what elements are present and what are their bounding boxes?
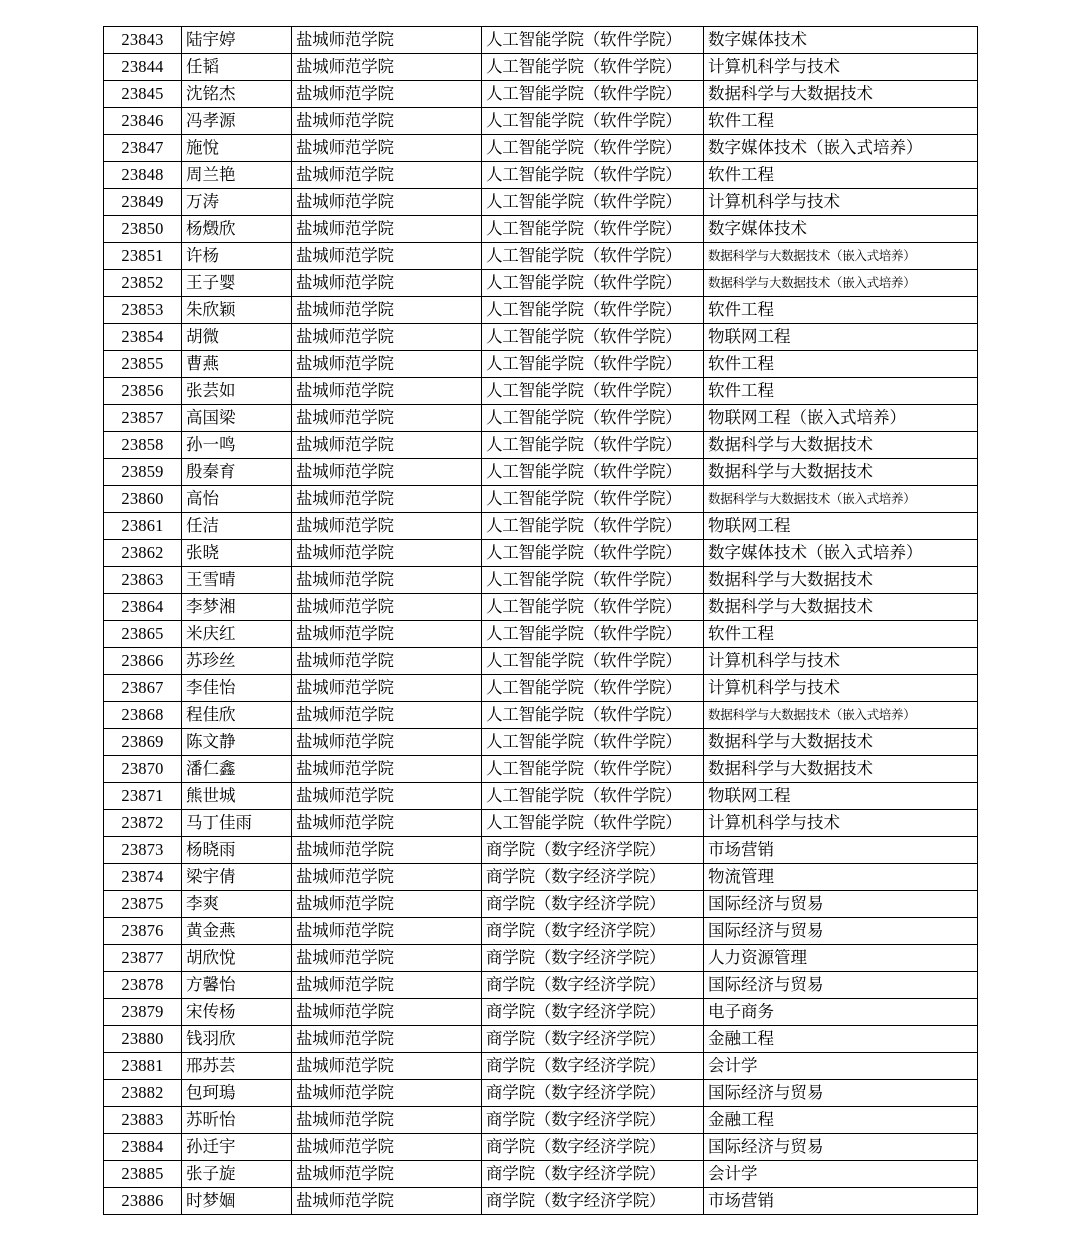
cell-college: 人工智能学院（软件学院） xyxy=(482,135,704,162)
cell-school: 盐城师范学院 xyxy=(292,837,482,864)
cell-serial-number: 23846 xyxy=(104,108,182,135)
cell-school: 盐城师范学院 xyxy=(292,999,482,1026)
table-row xyxy=(104,999,978,1026)
cell-college: 商学院（数字经济学院） xyxy=(482,864,704,891)
cell-major: 数字媒体技术（嵌入式培养） xyxy=(704,135,978,162)
cell-major: 计算机科学与技术 xyxy=(704,675,978,702)
cell-major: 物联网工程 xyxy=(704,783,978,810)
cell-college: 人工智能学院（软件学院） xyxy=(482,405,704,432)
cell-school: 盐城师范学院 xyxy=(292,1188,482,1215)
table-row xyxy=(104,756,978,783)
cell-serial-number: 23862 xyxy=(104,540,182,567)
cell-college: 人工智能学院（软件学院） xyxy=(482,459,704,486)
cell-student-name: 胡微 xyxy=(182,324,292,351)
cell-serial-number: 23856 xyxy=(104,378,182,405)
cell-major: 人力资源管理 xyxy=(704,945,978,972)
cell-serial-number: 23855 xyxy=(104,351,182,378)
cell-student-name: 宋传杨 xyxy=(182,999,292,1026)
table-row xyxy=(104,540,978,567)
cell-student-name: 孙一鸣 xyxy=(182,432,292,459)
cell-major: 计算机科学与技术 xyxy=(704,54,978,81)
cell-student-name: 张晓 xyxy=(182,540,292,567)
cell-school: 盐城师范学院 xyxy=(292,297,482,324)
cell-major: 金融工程 xyxy=(704,1026,978,1053)
cell-serial-number: 23843 xyxy=(104,27,182,54)
cell-school: 盐城师范学院 xyxy=(292,54,482,81)
cell-major: 数据科学与大数据技术 xyxy=(704,594,978,621)
cell-college: 人工智能学院（软件学院） xyxy=(482,675,704,702)
cell-major: 数据科学与大数据技术 xyxy=(704,567,978,594)
cell-serial-number: 23867 xyxy=(104,675,182,702)
cell-college: 人工智能学院（软件学院） xyxy=(482,648,704,675)
cell-serial-number: 23882 xyxy=(104,1080,182,1107)
cell-school: 盐城师范学院 xyxy=(292,1026,482,1053)
cell-college: 人工智能学院（软件学院） xyxy=(482,189,704,216)
table-row xyxy=(104,945,978,972)
table-row xyxy=(104,972,978,999)
table-body xyxy=(104,27,978,1215)
cell-student-name: 李梦湘 xyxy=(182,594,292,621)
cell-school: 盐城师范学院 xyxy=(292,648,482,675)
table-row xyxy=(104,27,978,54)
cell-college: 商学院（数字经济学院） xyxy=(482,918,704,945)
table-row xyxy=(104,108,978,135)
cell-school: 盐城师范学院 xyxy=(292,189,482,216)
cell-school: 盐城师范学院 xyxy=(292,891,482,918)
cell-serial-number: 23852 xyxy=(104,270,182,297)
cell-school: 盐城师范学院 xyxy=(292,216,482,243)
cell-college: 商学院（数字经济学院） xyxy=(482,1134,704,1161)
cell-school: 盐城师范学院 xyxy=(292,1134,482,1161)
cell-major: 数据科学与大数据技术（嵌入式培养） xyxy=(704,486,978,513)
table-row xyxy=(104,1026,978,1053)
cell-school: 盐城师范学院 xyxy=(292,135,482,162)
cell-major: 国际经济与贸易 xyxy=(704,891,978,918)
cell-major: 软件工程 xyxy=(704,297,978,324)
cell-serial-number: 23865 xyxy=(104,621,182,648)
cell-student-name: 时梦婟 xyxy=(182,1188,292,1215)
cell-college: 商学院（数字经济学院） xyxy=(482,891,704,918)
cell-major: 软件工程 xyxy=(704,351,978,378)
cell-student-name: 程佳欣 xyxy=(182,702,292,729)
cell-school: 盐城师范学院 xyxy=(292,432,482,459)
table-row xyxy=(104,459,978,486)
cell-serial-number: 23868 xyxy=(104,702,182,729)
cell-major: 国际经济与贸易 xyxy=(704,972,978,999)
cell-student-name: 包珂瑦 xyxy=(182,1080,292,1107)
cell-school: 盐城师范学院 xyxy=(292,405,482,432)
cell-serial-number: 23886 xyxy=(104,1188,182,1215)
cell-major: 金融工程 xyxy=(704,1107,978,1134)
cell-school: 盐城师范学院 xyxy=(292,1161,482,1188)
cell-major: 数据科学与大数据技术 xyxy=(704,756,978,783)
cell-student-name: 施悅 xyxy=(182,135,292,162)
cell-school: 盐城师范学院 xyxy=(292,459,482,486)
cell-school: 盐城师范学院 xyxy=(292,1107,482,1134)
cell-student-name: 沈铭杰 xyxy=(182,81,292,108)
cell-school: 盐城师范学院 xyxy=(292,243,482,270)
table-row xyxy=(104,135,978,162)
table-row xyxy=(104,378,978,405)
cell-major: 物流管理 xyxy=(704,864,978,891)
cell-school: 盐城师范学院 xyxy=(292,918,482,945)
table-row xyxy=(104,648,978,675)
cell-serial-number: 23845 xyxy=(104,81,182,108)
table-row xyxy=(104,432,978,459)
cell-major: 物联网工程 xyxy=(704,324,978,351)
table-row xyxy=(104,405,978,432)
table-row xyxy=(104,1080,978,1107)
cell-student-name: 张芸如 xyxy=(182,378,292,405)
cell-college: 人工智能学院（软件学院） xyxy=(482,567,704,594)
cell-major: 数字媒体技术 xyxy=(704,216,978,243)
cell-serial-number: 23880 xyxy=(104,1026,182,1053)
cell-major: 数字媒体技术 xyxy=(704,27,978,54)
cell-major: 会计学 xyxy=(704,1161,978,1188)
cell-serial-number: 23870 xyxy=(104,756,182,783)
cell-student-name: 钱羽欣 xyxy=(182,1026,292,1053)
cell-college: 人工智能学院（软件学院） xyxy=(482,216,704,243)
cell-college: 人工智能学院（软件学院） xyxy=(482,324,704,351)
cell-college: 人工智能学院（软件学院） xyxy=(482,783,704,810)
cell-college: 人工智能学院（软件学院） xyxy=(482,297,704,324)
cell-serial-number: 23844 xyxy=(104,54,182,81)
cell-college: 人工智能学院（软件学院） xyxy=(482,594,704,621)
cell-college: 人工智能学院（软件学院） xyxy=(482,54,704,81)
cell-student-name: 任洁 xyxy=(182,513,292,540)
cell-major: 软件工程 xyxy=(704,378,978,405)
cell-major: 市场营销 xyxy=(704,837,978,864)
cell-college: 商学院（数字经济学院） xyxy=(482,999,704,1026)
cell-serial-number: 23860 xyxy=(104,486,182,513)
cell-student-name: 孙迁宇 xyxy=(182,1134,292,1161)
cell-school: 盐城师范学院 xyxy=(292,162,482,189)
cell-major: 会计学 xyxy=(704,1053,978,1080)
cell-college: 商学院（数字经济学院） xyxy=(482,1107,704,1134)
cell-serial-number: 23873 xyxy=(104,837,182,864)
cell-school: 盐城师范学院 xyxy=(292,675,482,702)
cell-serial-number: 23884 xyxy=(104,1134,182,1161)
table-row xyxy=(104,486,978,513)
cell-college: 人工智能学院（软件学院） xyxy=(482,621,704,648)
cell-school: 盐城师范学院 xyxy=(292,864,482,891)
cell-student-name: 曹燕 xyxy=(182,351,292,378)
cell-student-name: 陈文静 xyxy=(182,729,292,756)
cell-school: 盐城师范学院 xyxy=(292,1080,482,1107)
cell-college: 人工智能学院（软件学院） xyxy=(482,378,704,405)
cell-college: 人工智能学院（软件学院） xyxy=(482,162,704,189)
cell-college: 人工智能学院（软件学院） xyxy=(482,486,704,513)
table-row xyxy=(104,567,978,594)
cell-college: 人工智能学院（软件学院） xyxy=(482,432,704,459)
cell-college: 人工智能学院（软件学院） xyxy=(482,702,704,729)
cell-serial-number: 23857 xyxy=(104,405,182,432)
cell-school: 盐城师范学院 xyxy=(292,378,482,405)
cell-student-name: 任韬 xyxy=(182,54,292,81)
student-roster-table xyxy=(103,26,978,1215)
cell-student-name: 张子旋 xyxy=(182,1161,292,1188)
cell-serial-number: 23859 xyxy=(104,459,182,486)
table-row xyxy=(104,81,978,108)
cell-college: 商学院（数字经济学院） xyxy=(482,1080,704,1107)
cell-college: 商学院（数字经济学院） xyxy=(482,972,704,999)
cell-college: 商学院（数字经济学院） xyxy=(482,1026,704,1053)
cell-major: 物联网工程（嵌入式培养） xyxy=(704,405,978,432)
cell-serial-number: 23866 xyxy=(104,648,182,675)
cell-student-name: 冯孝源 xyxy=(182,108,292,135)
table-row xyxy=(104,918,978,945)
cell-school: 盐城师范学院 xyxy=(292,1053,482,1080)
cell-student-name: 米庆红 xyxy=(182,621,292,648)
cell-major: 数据科学与大数据技术（嵌入式培养） xyxy=(704,243,978,270)
cell-college: 商学院（数字经济学院） xyxy=(482,1188,704,1215)
cell-school: 盐城师范学院 xyxy=(292,810,482,837)
table-row xyxy=(104,297,978,324)
cell-student-name: 高怡 xyxy=(182,486,292,513)
cell-serial-number: 23885 xyxy=(104,1161,182,1188)
cell-serial-number: 23863 xyxy=(104,567,182,594)
cell-college: 人工智能学院（软件学院） xyxy=(482,81,704,108)
cell-serial-number: 23854 xyxy=(104,324,182,351)
cell-major: 数据科学与大数据技术 xyxy=(704,729,978,756)
cell-student-name: 殷秦育 xyxy=(182,459,292,486)
cell-college: 商学院（数字经济学院） xyxy=(482,945,704,972)
cell-major: 国际经济与贸易 xyxy=(704,1080,978,1107)
table-row xyxy=(104,1053,978,1080)
cell-school: 盐城师范学院 xyxy=(292,486,482,513)
cell-serial-number: 23848 xyxy=(104,162,182,189)
cell-serial-number: 23864 xyxy=(104,594,182,621)
cell-student-name: 邢苏芸 xyxy=(182,1053,292,1080)
table-row xyxy=(104,513,978,540)
cell-school: 盐城师范学院 xyxy=(292,756,482,783)
table-row xyxy=(104,54,978,81)
cell-major: 数据科学与大数据技术 xyxy=(704,432,978,459)
cell-student-name: 苏昕怡 xyxy=(182,1107,292,1134)
table-row xyxy=(104,837,978,864)
cell-college: 人工智能学院（软件学院） xyxy=(482,756,704,783)
table-row xyxy=(104,324,978,351)
cell-student-name: 王子婴 xyxy=(182,270,292,297)
cell-serial-number: 23861 xyxy=(104,513,182,540)
cell-serial-number: 23858 xyxy=(104,432,182,459)
cell-serial-number: 23869 xyxy=(104,729,182,756)
cell-school: 盐城师范学院 xyxy=(292,621,482,648)
cell-student-name: 王雪晴 xyxy=(182,567,292,594)
cell-school: 盐城师范学院 xyxy=(292,783,482,810)
cell-school: 盐城师范学院 xyxy=(292,567,482,594)
table-row xyxy=(104,864,978,891)
cell-serial-number: 23878 xyxy=(104,972,182,999)
cell-student-name: 朱欣颖 xyxy=(182,297,292,324)
cell-college: 人工智能学院（软件学院） xyxy=(482,108,704,135)
cell-student-name: 马丁佳雨 xyxy=(182,810,292,837)
cell-college: 商学院（数字经济学院） xyxy=(482,837,704,864)
cell-school: 盐城师范学院 xyxy=(292,513,482,540)
cell-school: 盐城师范学院 xyxy=(292,729,482,756)
cell-student-name: 许杨 xyxy=(182,243,292,270)
cell-school: 盐城师范学院 xyxy=(292,324,482,351)
table-row xyxy=(104,810,978,837)
cell-major: 市场营销 xyxy=(704,1188,978,1215)
cell-school: 盐城师范学院 xyxy=(292,594,482,621)
table-row xyxy=(104,891,978,918)
cell-student-name: 熊世城 xyxy=(182,783,292,810)
cell-student-name: 潘仁鑫 xyxy=(182,756,292,783)
cell-major: 数据科学与大数据技术（嵌入式培养） xyxy=(704,270,978,297)
cell-school: 盐城师范学院 xyxy=(292,27,482,54)
table-row xyxy=(104,702,978,729)
cell-serial-number: 23883 xyxy=(104,1107,182,1134)
cell-college: 人工智能学院（软件学院） xyxy=(482,810,704,837)
table-row xyxy=(104,351,978,378)
cell-student-name: 胡欣悅 xyxy=(182,945,292,972)
cell-major: 计算机科学与技术 xyxy=(704,189,978,216)
table-row xyxy=(104,675,978,702)
cell-college: 人工智能学院（软件学院） xyxy=(482,270,704,297)
cell-major: 电子商务 xyxy=(704,999,978,1026)
cell-school: 盐城师范学院 xyxy=(292,972,482,999)
cell-serial-number: 23881 xyxy=(104,1053,182,1080)
cell-serial-number: 23872 xyxy=(104,810,182,837)
cell-serial-number: 23875 xyxy=(104,891,182,918)
cell-major: 数字媒体技术（嵌入式培养） xyxy=(704,540,978,567)
cell-school: 盐城师范学院 xyxy=(292,81,482,108)
cell-college: 人工智能学院（软件学院） xyxy=(482,513,704,540)
table-row xyxy=(104,1134,978,1161)
cell-student-name: 杨晓雨 xyxy=(182,837,292,864)
cell-serial-number: 23874 xyxy=(104,864,182,891)
cell-major: 计算机科学与技术 xyxy=(704,810,978,837)
cell-college: 人工智能学院（软件学院） xyxy=(482,351,704,378)
table-row xyxy=(104,729,978,756)
cell-school: 盐城师范学院 xyxy=(292,351,482,378)
cell-student-name: 黄金燕 xyxy=(182,918,292,945)
cell-school: 盐城师范学院 xyxy=(292,270,482,297)
cell-serial-number: 23851 xyxy=(104,243,182,270)
cell-serial-number: 23871 xyxy=(104,783,182,810)
cell-serial-number: 23877 xyxy=(104,945,182,972)
cell-major: 软件工程 xyxy=(704,162,978,189)
cell-school: 盐城师范学院 xyxy=(292,945,482,972)
cell-school: 盐城师范学院 xyxy=(292,540,482,567)
cell-college: 商学院（数字经济学院） xyxy=(482,1161,704,1188)
cell-major: 国际经济与贸易 xyxy=(704,1134,978,1161)
cell-college: 人工智能学院（软件学院） xyxy=(482,540,704,567)
table-row xyxy=(104,189,978,216)
cell-serial-number: 23849 xyxy=(104,189,182,216)
cell-serial-number: 23876 xyxy=(104,918,182,945)
cell-student-name: 梁宇倩 xyxy=(182,864,292,891)
cell-school: 盐城师范学院 xyxy=(292,702,482,729)
cell-school: 盐城师范学院 xyxy=(292,108,482,135)
cell-major: 软件工程 xyxy=(704,108,978,135)
cell-major: 数据科学与大数据技术 xyxy=(704,81,978,108)
cell-serial-number: 23850 xyxy=(104,216,182,243)
table-row xyxy=(104,270,978,297)
cell-major: 国际经济与贸易 xyxy=(704,918,978,945)
table-row xyxy=(104,621,978,648)
table-row xyxy=(104,243,978,270)
cell-major: 软件工程 xyxy=(704,621,978,648)
cell-serial-number: 23853 xyxy=(104,297,182,324)
cell-student-name: 周兰艳 xyxy=(182,162,292,189)
cell-student-name: 李爽 xyxy=(182,891,292,918)
cell-college: 商学院（数字经济学院） xyxy=(482,1053,704,1080)
cell-student-name: 杨燬欣 xyxy=(182,216,292,243)
cell-major: 数据科学与大数据技术 xyxy=(704,459,978,486)
table-row xyxy=(104,1161,978,1188)
cell-college: 人工智能学院（软件学院） xyxy=(482,243,704,270)
table-row xyxy=(104,1107,978,1134)
cell-student-name: 方馨怡 xyxy=(182,972,292,999)
table-row xyxy=(104,594,978,621)
cell-student-name: 万涛 xyxy=(182,189,292,216)
cell-major: 物联网工程 xyxy=(704,513,978,540)
table-row xyxy=(104,1188,978,1215)
cell-serial-number: 23879 xyxy=(104,999,182,1026)
cell-student-name: 高国梁 xyxy=(182,405,292,432)
cell-student-name: 李佳怡 xyxy=(182,675,292,702)
cell-major: 计算机科学与技术 xyxy=(704,648,978,675)
cell-student-name: 陆宇婷 xyxy=(182,27,292,54)
cell-student-name: 苏珍丝 xyxy=(182,648,292,675)
table-row xyxy=(104,162,978,189)
cell-college: 人工智能学院（软件学院） xyxy=(482,729,704,756)
table-row xyxy=(104,783,978,810)
table-row xyxy=(104,216,978,243)
cell-college: 人工智能学院（软件学院） xyxy=(482,27,704,54)
cell-serial-number: 23847 xyxy=(104,135,182,162)
cell-major: 数据科学与大数据技术（嵌入式培养） xyxy=(704,702,978,729)
